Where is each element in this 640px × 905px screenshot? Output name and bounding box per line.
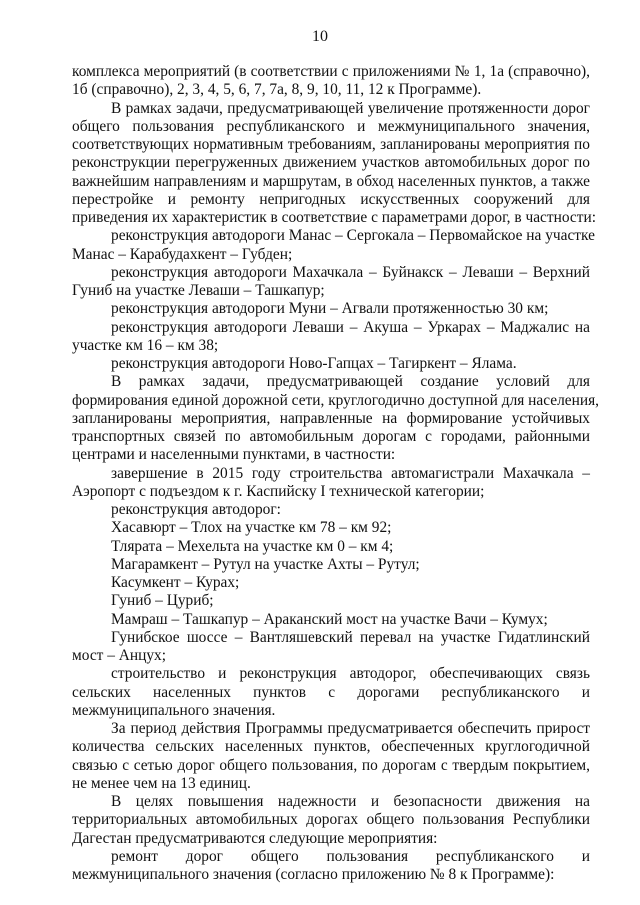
text-line: завершение в 2015 году строительства автомагистрали Махачкала – (111, 464, 590, 482)
text-line: Дагестан предусматриваются следующие мероприятия: (72, 829, 438, 847)
text-line: Мамраш – Ташкапур – Араканский мост на участке Вачи – Кумух; (111, 610, 548, 628)
text-line: Аэропорт с подъездом к г. Каспийску I технической категории; (72, 482, 485, 500)
text-line: 1б (справочно), 2, 3, 4, 5, 6, 7, 7а, 8, 9, 10, 11, 12 к Программе). (72, 81, 482, 99)
text-line: приведения их характеристик в соответствие с параметрами дорог, в частности: (72, 209, 596, 226)
text-line: запланированы мероприятия, направленные на формирование устойчивых (72, 409, 590, 427)
text-line: межмуниципального значения (согласно приложению № 8 к Программе): (72, 866, 555, 883)
text-line: строительство и реконструкция автодорог, обеспечивающих связь (111, 665, 590, 683)
text-line: Тлярата – Мехельта на участке км 0 – км 4; (111, 537, 394, 555)
text-line: формирования единой дорожной сети, круглогодично доступной для населения, (72, 391, 600, 409)
text-line: Гуниб на участке Леваши – Ташкапур; (72, 282, 325, 299)
text-line: За период действия Программы предусматривается обеспечить прирост (111, 720, 590, 737)
text-line: реконструкции перегруженных движением участков автомобильных дорог по (72, 154, 590, 172)
text-line: реконструкция автодорог: (111, 501, 281, 518)
text-line: транспортных связей по автомобильным дорогам с городами, районными (72, 428, 590, 445)
text-line: связью с сетью дорог общего пользования, по дорогам с твердым покрытием, (72, 756, 590, 774)
text-line: реконструкция автодороги Муни – Агвали протяженностью 30 км; (111, 300, 549, 318)
text-line: В целях повышения надежности и безопасности движения на (111, 793, 590, 810)
text-line: ремонт дорог общего пользования республиканского и (111, 847, 590, 865)
text-line: В рамках задачи, предусматривающей увеличение протяженности дорог (111, 99, 590, 117)
text-line: Хасавюрт – Тлох на участке км 78 – км 92; (111, 519, 392, 537)
page-number: 10 (312, 28, 328, 45)
text-line: реконструкция автодороги Ново-Гапцах – Тагиркент – Ялама. (111, 355, 517, 372)
text-line: Магарамкент – Рутул на участке Ахты – Рутул; (111, 555, 420, 573)
text-line: общего пользования республиканского и межмуниципального значения, (72, 117, 590, 135)
text-line: реконструкция автодороги Манас – Сергокала – Первомайское на участке (111, 227, 595, 245)
text-line: мост – Анцух; (72, 647, 167, 664)
text-line: Гуниб – Цуриб; (111, 592, 214, 610)
text-line: реконструкция автодороги Махачкала – Буйнакск – Леваши – Верхний (111, 263, 590, 281)
text-line: Касумкент – Курах; (111, 574, 240, 591)
text-line: участке км 16 – км 38; (72, 336, 219, 354)
text-line: количества сельских населенных пунктов, обеспеченных круглогодичной (72, 738, 590, 756)
text-line: реконструкция автодороги Леваши – Акуша – Уркарах – Маджалис на (111, 318, 590, 336)
text-line: Гунибское шоссе – Вантляшевский перевал на участке Гидатлинский (111, 628, 590, 646)
text-line: межмуниципального значения. (72, 701, 276, 719)
text-line: не менее чем на 13 единиц. (72, 774, 251, 792)
text-line: важнейшим направлениям и маршрутам, в обход населенных пунктов, а также (72, 172, 590, 190)
text-line: территориальных автомобильных дорогах общего пользования Республики (72, 811, 590, 829)
text-line: центрами и населенными пунктами, в частности: (72, 446, 396, 464)
text-line: комплекса мероприятий (в соответствии с приложениями № 1, 1а (справочно), (72, 63, 590, 80)
text-line: соответствующих нормативным требованиям, запланированы мероприятия по (72, 136, 590, 153)
text-line: Манас – Карабудахкент – Губден; (72, 245, 293, 263)
text-line: В рамках задачи, предусматривающей создание условий для (111, 373, 590, 391)
text-line: перестройке и ремонту непригодных искусственных сооружений для (72, 190, 590, 208)
text-line: сельских населенных пунктов с дорогами республиканского и (72, 683, 590, 701)
